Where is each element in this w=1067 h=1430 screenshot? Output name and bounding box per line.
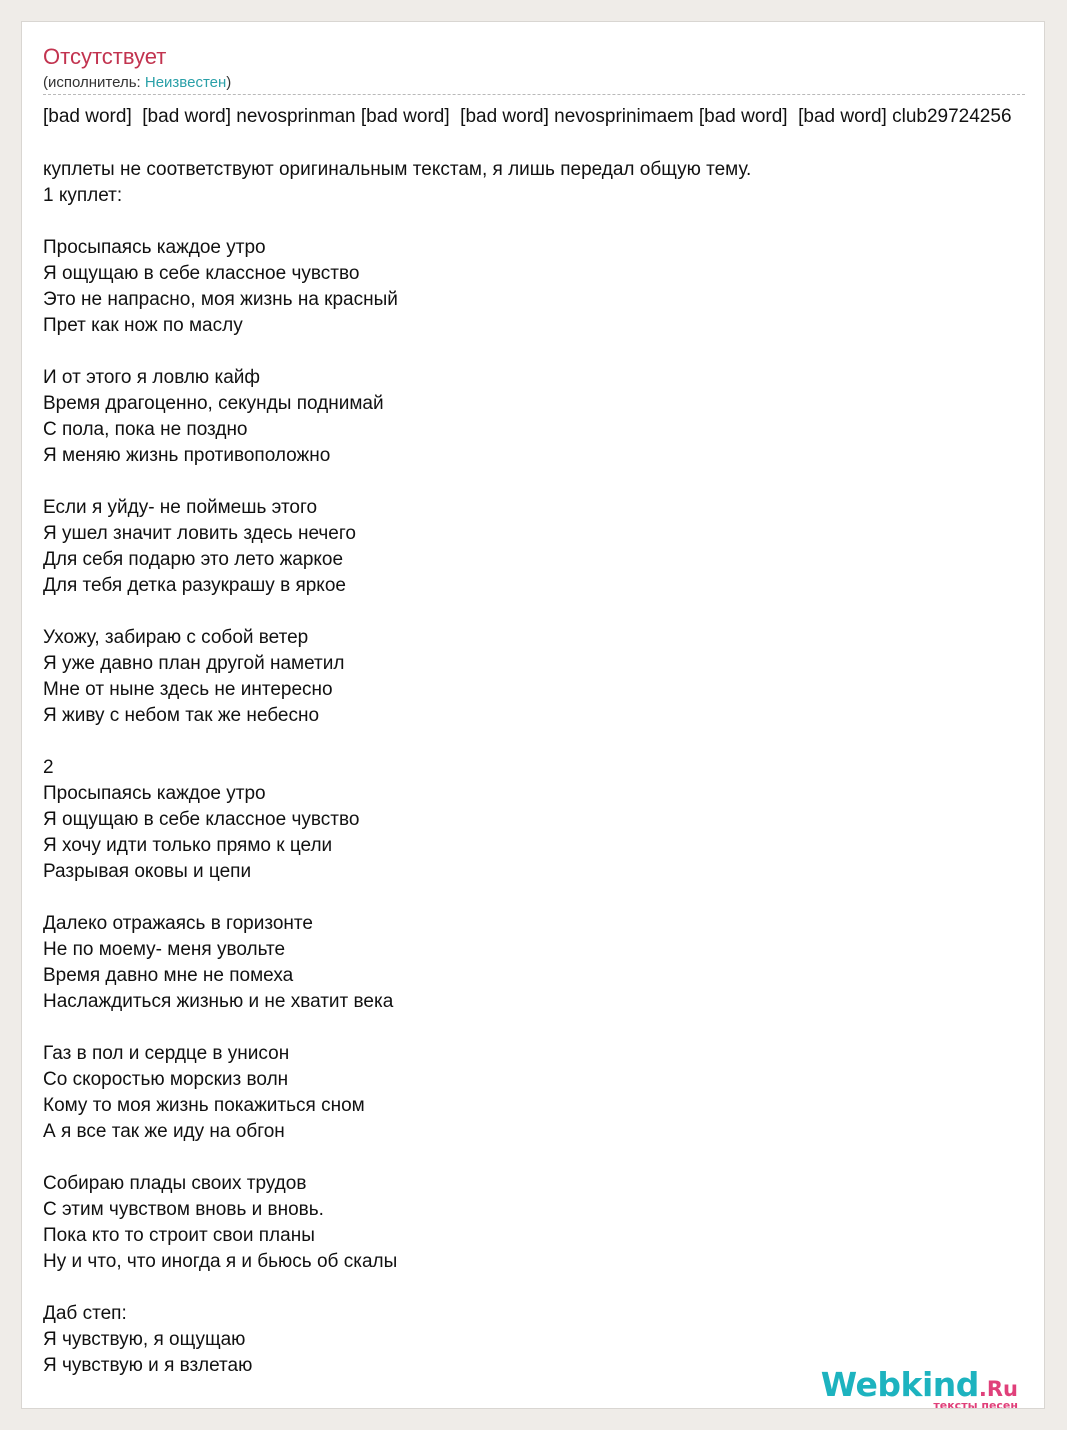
lyric-line: Просыпаясь каждое утро: [43, 237, 266, 258]
logo-main-text: Webkind: [820, 1365, 979, 1404]
lyric-line: Мне от ныне здесь не интересно: [43, 679, 333, 700]
lyric-line: Не по моему- меня увольте: [43, 939, 286, 960]
artist-line: [43, 74, 231, 91]
logo-subtitle: тексты песен: [933, 1399, 1018, 1409]
lyric-line: Газ в пол и сердце в унисон: [43, 1043, 290, 1064]
lyric-line: Просыпаясь каждое утро: [43, 783, 266, 804]
lyric-line: Я живу с небом так же небесно: [43, 705, 320, 726]
lyric-line: С пола, пока не поздно: [43, 419, 248, 440]
lyric-line: [43, 1015, 1023, 1041]
lyric-line: Пока кто то строит свои планы: [43, 1225, 315, 1246]
lyric-line: Я чувствую и я взлетаю: [43, 1355, 253, 1376]
lyric-line: Для себя подарю это лето жаркое: [43, 549, 344, 570]
song-title: Отсутствует: [43, 44, 167, 69]
lyric-line: Я чувствую, я ощущаю: [43, 1329, 246, 1350]
lyric-line: А я все так же иду на обгон: [43, 1121, 285, 1142]
lyric-line: куплеты не соответствуют оригинальным текстам, я лишь передал общую тему.: [43, 159, 752, 180]
lyric-line: Разрывая оковы и цепи: [43, 861, 252, 882]
lyric-line: [43, 209, 1023, 235]
lyric-line: Для тебя детка разукрашу в яркое: [43, 575, 346, 596]
lyric-line: [43, 1145, 1023, 1171]
lyric-line: Я уже давно план другой наметил: [43, 653, 345, 674]
lyric-line: Со скоростью морскиз волн: [43, 1069, 289, 1090]
lyric-line: Ухожу, забираю с собой ветер: [43, 627, 309, 648]
lyric-line: [43, 469, 1023, 495]
lyric-line: И от этого я ловлю кайф: [43, 367, 261, 388]
lyric-line: С этим чувством вновь и вновь.: [43, 1199, 324, 1220]
lyric-line: [43, 339, 1023, 365]
lyric-line: 2: [43, 757, 54, 778]
lyric-line: Даб степ:: [43, 1303, 127, 1324]
lyric-line: Я ощущаю в себе классное чувство: [43, 263, 360, 284]
artist-link[interactable]: Неизвестен: [144, 74, 227, 91]
lyric-line: Я ушел значит ловить здесь нечего: [43, 523, 356, 544]
lyric-line: Собираю плады своих трудов: [43, 1173, 307, 1194]
lyrics-card: [21, 21, 1045, 1409]
lyric-line: Я меняю жизнь противоположно: [43, 445, 331, 466]
lyric-line: Далеко отражаясь в горизонте: [43, 913, 313, 934]
lyric-line: Я хочу идти только прямо к цели: [43, 835, 333, 856]
lyric-line: Если я уйду- не поймешь этого: [43, 497, 318, 518]
lyric-line: Прет как нож по маслу: [43, 315, 243, 336]
lyric-line: Время давно мне не помеха: [43, 965, 294, 986]
lyric-line: [43, 885, 1023, 911]
lyric-line: Это не напрасно, моя жизнь на красный: [43, 289, 398, 310]
artist-suffix: ): [226, 74, 232, 91]
lyric-line: 1 куплет:: [43, 185, 123, 206]
lyric-line: Наслаждиться жизнью и не хватит века: [43, 991, 394, 1012]
logo-tld: .Ru: [978, 1377, 1018, 1401]
artist-prefix: (исполнитель:: [43, 74, 145, 91]
lyrics-body: [43, 157, 1023, 1379]
tags-line: [bad word] [bad word] nevosprinman [bad word] [bad word] nevosprinimaem [bad word] [bad word] club29724256: [43, 106, 1012, 127]
site-logo[interactable]: [820, 1365, 1018, 1409]
lyric-line: Ну и что, что иногда я и бьюсь об скалы: [43, 1251, 398, 1272]
lyric-line: Время драгоценно, секунды поднимай: [43, 393, 384, 414]
dashed-divider: [43, 94, 1025, 95]
lyric-line: Я ощущаю в себе классное чувство: [43, 809, 360, 830]
lyric-line: [43, 729, 1023, 755]
lyric-line: [43, 599, 1023, 625]
lyric-line: [43, 1275, 1023, 1301]
lyric-line: Кому то моя жизнь покажиться сном: [43, 1095, 365, 1116]
